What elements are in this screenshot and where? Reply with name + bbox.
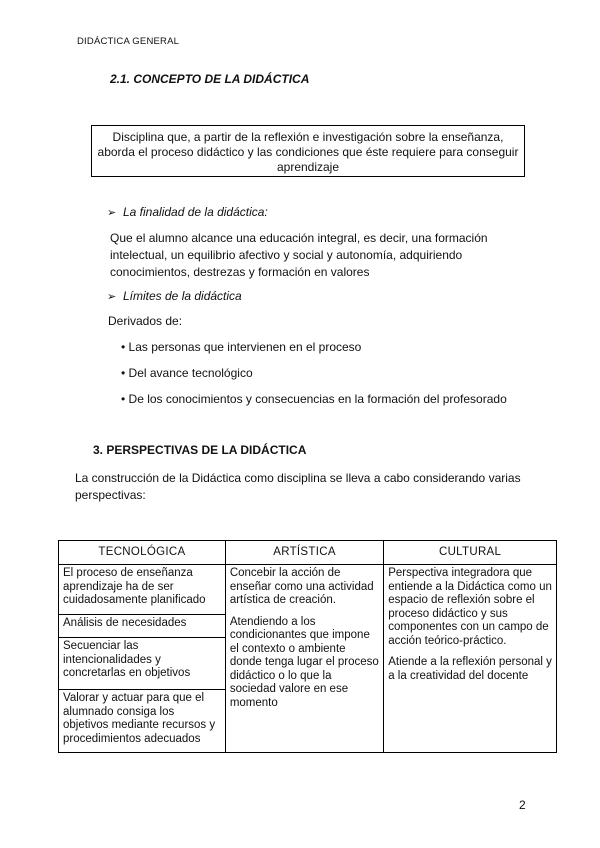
finalidad-line: intelectual, un equilibrio afectivo y social y autonomía, adquiriendo bbox=[110, 248, 463, 262]
perspectivas-intro bbox=[75, 470, 535, 504]
limites-heading bbox=[107, 289, 242, 303]
arrow-bullet-icon: ➢ bbox=[107, 290, 117, 303]
section-title-concepto: 2.1. CONCEPTO DE LA DIDÁCTICA bbox=[110, 72, 310, 86]
header-cultural: CULTURAL bbox=[384, 541, 557, 565]
tecnologica-cell: Análisis de necesidades bbox=[59, 615, 226, 638]
finalidad-line: conocimientos, destrezas y formación en valores bbox=[110, 265, 370, 279]
finalidad-line: Que el alumno alcance una educación integral, es decir, una formación bbox=[110, 231, 488, 245]
finalidad-heading bbox=[107, 205, 268, 219]
artistica-cell bbox=[225, 565, 383, 753]
running-header: DIDÁCTICA GENERAL bbox=[77, 36, 180, 47]
perspectives-table bbox=[58, 540, 557, 753]
limit-item: • Las personas que intervienen en el proceso bbox=[121, 340, 362, 354]
limit-item: • De los conocimientos y consecuencias en la formación del profesorado bbox=[121, 392, 507, 406]
artistica-paragraph: Atendiendo a los condicionantes que impone el contexto o ambiente donde tenga lugar el proceso didáctico o lo que la sociedad valore en ese momento bbox=[229, 615, 379, 709]
definition-line: Disciplina que, a partir de la reflexión e investigación sobre la enseñanza, bbox=[112, 130, 504, 144]
arrow-bullet-icon: ➢ bbox=[107, 206, 117, 219]
cultural-cell bbox=[384, 565, 557, 753]
page-number: 2 bbox=[519, 798, 526, 812]
limit-item: • Del avance tecnológico bbox=[121, 366, 253, 380]
definition-box bbox=[91, 125, 525, 177]
table-header-row bbox=[59, 541, 557, 565]
header-tecnologica: TECNOLÓGICA bbox=[59, 541, 226, 565]
cultural-paragraph: Perspectiva integradora que entiende a la Didáctica como un espacio de reflexión sobre el proceso didáctico y sus componentes con un campo de acción teórico-práctico. bbox=[388, 567, 552, 647]
cultural-paragraph: Atiende a la reflexión personal y a la creatividad del docente bbox=[388, 656, 552, 682]
intro-line: La construcción de la Didáctica como disciplina se lleva a cabo considerando varias bbox=[75, 471, 521, 485]
tecnologica-cell: Secuenciar las intencionalidades y concretarlas en objetivos bbox=[59, 638, 226, 690]
finalidad-paragraph bbox=[110, 230, 510, 281]
derivados-label: Derivados de: bbox=[108, 314, 183, 328]
intro-line: perspectivas: bbox=[75, 488, 146, 502]
finalidad-heading-text: La finalidad de la didáctica: bbox=[123, 205, 268, 219]
artistica-paragraph: Concebir la acción de enseñar como una actividad artística de creación. bbox=[229, 567, 374, 606]
definition-line: aborda el proceso didáctico y las condiciones que éste requiere para conseguir bbox=[97, 145, 519, 159]
tecnologica-cell: Valorar y actuar para que el alumnado consiga los objetivos mediante recursos y procedimientos adecuados bbox=[59, 690, 226, 753]
header-artistica: ARTÍSTICA bbox=[225, 541, 383, 565]
tecnologica-cell: El proceso de enseñanza aprendizaje ha de ser cuidadosamente planificado bbox=[59, 565, 226, 615]
definition-line: aprendizaje bbox=[276, 160, 340, 174]
table-row bbox=[59, 565, 557, 615]
limites-heading-text: Límites de la didáctica bbox=[123, 289, 242, 303]
section-title-perspectivas: 3. PERSPECTIVAS DE LA DIDÁCTICA bbox=[93, 443, 307, 457]
